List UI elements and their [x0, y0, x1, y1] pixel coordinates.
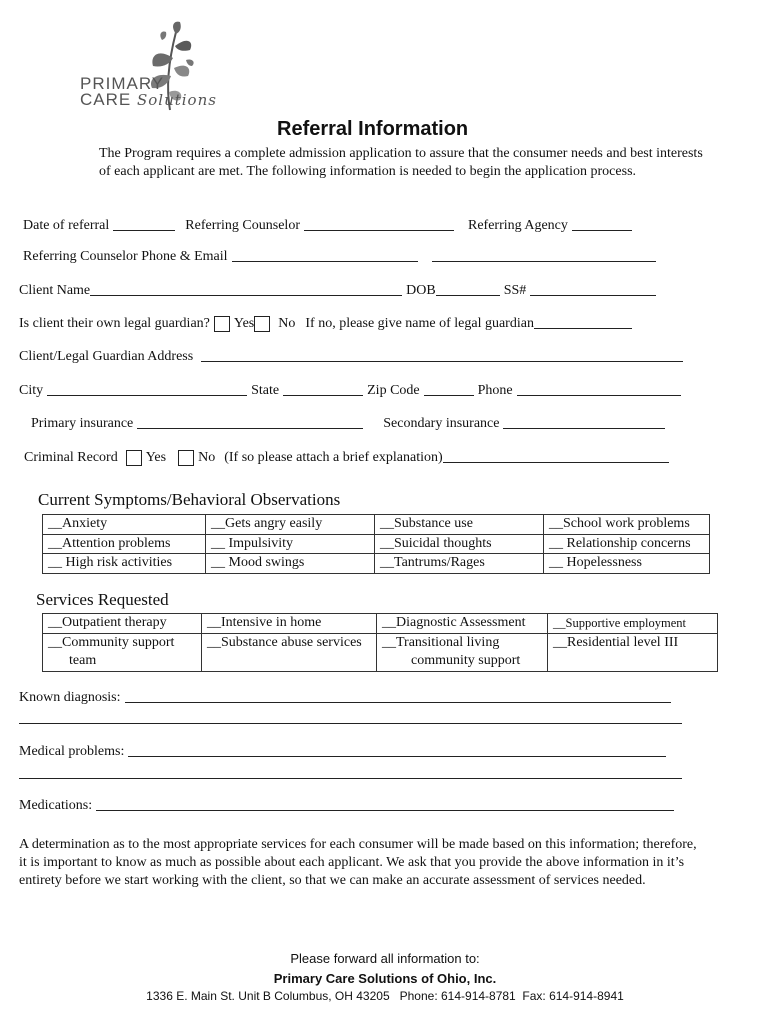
closing-paragraph: A determination as to the most appropriate services for each consumer will be made based on this information; therefore, it is important to know as much as possible about each applicant. We ask that you provide the above information in it’s entirety before we start working with the client, so that we can make an accurate assessment of services needed. [19, 837, 697, 888]
row-criminal [24, 450, 673, 466]
service-supportive-employment[interactable]: __Supportive employment [548, 614, 718, 634]
referring-counselor-label: Referring Counselor [185, 218, 300, 233]
service-transitional-living[interactable]: __Transitional living [377, 633, 548, 652]
service-diagnostic[interactable]: __Diagnostic Assessment [377, 614, 548, 634]
counselor-email-field[interactable] [432, 249, 656, 262]
service-empty-cell [548, 652, 718, 671]
symptom-mood-swings[interactable]: __ Mood swings [206, 554, 375, 574]
date-of-referral-field[interactable] [113, 218, 175, 231]
criminal-explanation-field[interactable] [443, 450, 669, 463]
symptom-school[interactable]: __School work problems [544, 515, 710, 535]
referring-agency-label: Referring Agency [467, 218, 568, 233]
symptoms-heading: Current Symptoms/Behavioral Observations [38, 490, 341, 509]
guardian-no-checkbox[interactable] [254, 316, 270, 332]
zip-label: Zip Code [367, 383, 420, 398]
table-row [43, 633, 718, 652]
company-logo [78, 18, 217, 120]
primary-insurance-label: Primary insurance [31, 416, 134, 431]
service-intensive-home[interactable]: __Intensive in home [202, 614, 377, 634]
address-label: Client/Legal Guardian Address [19, 349, 194, 364]
guardian-yes-checkbox[interactable] [214, 316, 230, 332]
diagnosis-field-line2[interactable] [19, 723, 682, 724]
services-heading: Services Requested [36, 590, 169, 609]
guardian-no-label: No [278, 316, 296, 331]
city-field[interactable] [47, 383, 247, 396]
services-table [42, 613, 718, 672]
intro-paragraph: The Program requires a complete admission application to assure that the consumer needs and best interests of each applicant are met. The following information is needed to begin the application process. [99, 146, 703, 179]
secondary-insurance-label: Secondary insurance [383, 416, 500, 431]
guardian-yes-label: Yes [233, 316, 255, 331]
symptom-anxiety[interactable]: __Anxiety [43, 515, 206, 535]
symptom-suicidal[interactable]: __Suicidal thoughts [375, 534, 544, 554]
medications-label: Medications: [19, 798, 93, 813]
counselor-phone-field[interactable] [232, 249, 418, 262]
symptom-impulsivity[interactable]: __ Impulsivity [206, 534, 375, 554]
criminal-note-label: (If so please attach a brief explanation) [224, 450, 443, 465]
medical-field-line2[interactable] [19, 778, 682, 779]
service-transitional-living-cont: community support [377, 652, 548, 671]
row-city [19, 383, 685, 399]
city-label: City [19, 383, 44, 398]
dob-label: DOB [406, 283, 436, 298]
diagnosis-field[interactable] [125, 690, 671, 703]
client-name-field[interactable] [90, 283, 402, 296]
referring-agency-field[interactable] [572, 218, 632, 231]
footer-org: Primary Care Solutions of Ohio, Inc. [273, 971, 497, 986]
row-client-name [19, 283, 660, 299]
criminal-no-checkbox[interactable] [178, 450, 194, 466]
row-counselor-contact [23, 249, 660, 265]
zip-field[interactable] [424, 383, 474, 396]
row-guardian [19, 316, 636, 332]
address-field[interactable] [201, 349, 683, 362]
symptom-angry[interactable]: __Gets angry easily [206, 515, 375, 535]
referring-counselor-field[interactable] [304, 218, 454, 231]
symptom-relationship[interactable]: __ Relationship concerns [544, 534, 710, 554]
row-diagnosis [19, 690, 675, 706]
row-medical [19, 744, 670, 760]
state-field[interactable] [283, 383, 363, 396]
phone-label: Phone [477, 383, 513, 398]
diagnosis-label: Known diagnosis: [19, 690, 121, 705]
ss-field[interactable] [530, 283, 656, 296]
service-community-support-cont: team [43, 652, 202, 671]
service-substance-abuse[interactable]: __Substance abuse services [202, 633, 377, 652]
symptom-attention[interactable]: __Attention problems [43, 534, 206, 554]
ss-label: SS# [503, 283, 527, 298]
table-row [43, 652, 718, 671]
symptom-hopelessness[interactable]: __ Hopelessness [544, 554, 710, 574]
criminal-yes-label: Yes [145, 450, 167, 465]
page-title: Referral Information [277, 118, 469, 140]
service-outpatient[interactable]: __Outpatient therapy [43, 614, 202, 634]
footer-forward: Please forward all information to: [290, 951, 480, 966]
service-residential[interactable]: __Residential level III [548, 633, 718, 652]
row-referral [23, 218, 636, 234]
symptom-substance[interactable]: __Substance use [375, 515, 544, 535]
symptom-high-risk[interactable]: __ High risk activities [43, 554, 206, 574]
footer-address: 1336 E. Main St. Unit B Columbus, OH 43205 Phone: 614-914-8781 Fax: 614-914-8941 [146, 989, 624, 1003]
table-row [43, 614, 718, 634]
logo-solutions-word: Solutions [136, 91, 217, 109]
criminal-yes-checkbox[interactable] [126, 450, 142, 466]
secondary-insurance-field[interactable] [503, 416, 665, 429]
criminal-no-label: No [198, 450, 216, 465]
counselor-contact-label: Referring Counselor Phone & Email [23, 249, 228, 264]
criminal-record-label: Criminal Record [24, 450, 118, 465]
table-row [43, 554, 710, 574]
table-row [43, 534, 710, 554]
logo-care-text [80, 90, 217, 110]
service-empty-cell [202, 652, 377, 671]
row-medications [19, 798, 678, 814]
row-insurance [31, 416, 669, 432]
guardian-question-label: Is client their own legal guardian? [19, 316, 210, 331]
row-address [19, 349, 687, 365]
medical-field[interactable] [128, 744, 666, 757]
primary-insurance-field[interactable] [137, 416, 363, 429]
medications-field[interactable] [96, 798, 674, 811]
symptom-tantrums[interactable]: __Tantrums/Rages [375, 554, 544, 574]
phone-field[interactable] [517, 383, 681, 396]
logo-primary-text: PRIMARY [80, 74, 165, 93]
logo-care-word: CARE [80, 90, 132, 109]
date-of-referral-label: Date of referral [23, 218, 110, 233]
state-label: State [251, 383, 280, 398]
service-community-support[interactable]: __Community support [43, 633, 202, 652]
dob-field[interactable] [436, 283, 500, 296]
guardian-name-field[interactable] [534, 316, 632, 329]
client-name-label: Client Name [19, 283, 91, 298]
symptoms-table [42, 514, 710, 574]
guardian-name-prompt: If no, please give name of legal guardian [305, 316, 534, 331]
medical-label: Medical problems: [19, 744, 125, 759]
table-row [43, 515, 710, 535]
